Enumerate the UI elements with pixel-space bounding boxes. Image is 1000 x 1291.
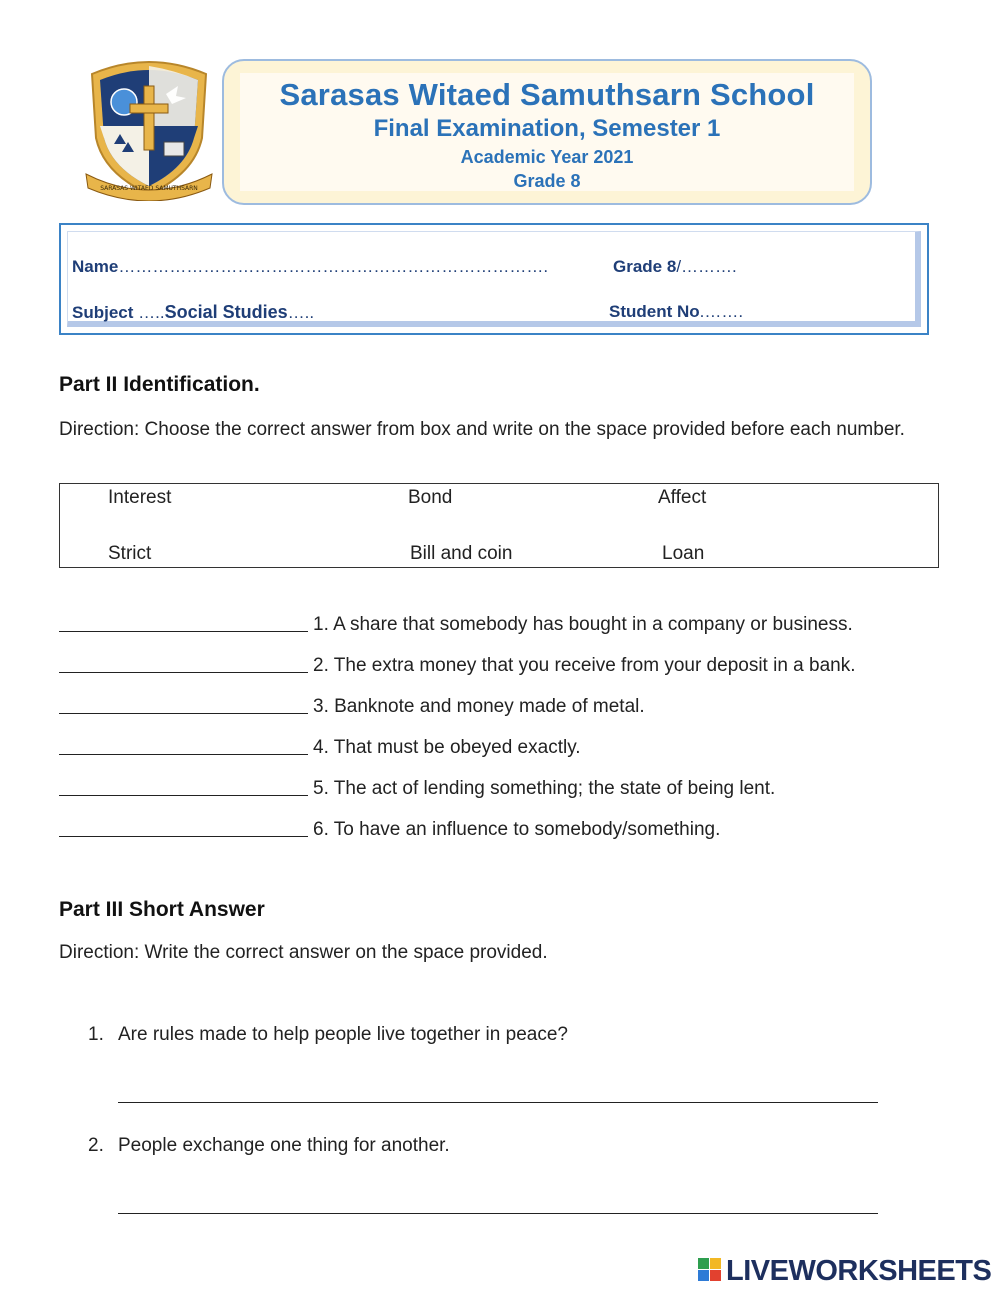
item-text: 5. The act of lending something; the state of being lent.	[313, 778, 776, 799]
answer-blank[interactable]	[59, 693, 308, 714]
grade-label: Grade 8	[513, 171, 581, 191]
answer-line[interactable]	[118, 1213, 878, 1214]
question-text: People exchange one thing for another.	[118, 1135, 450, 1156]
short-answer-question	[88, 1135, 450, 1157]
word-bank-item: Strict	[108, 543, 152, 564]
answer-blank[interactable]	[59, 734, 308, 755]
word-bank-item: Interest	[108, 487, 172, 508]
school-crest-icon	[84, 56, 214, 201]
subject-prefix: …..	[133, 303, 165, 322]
item-text: 3. Banknote and money made of metal.	[313, 696, 645, 717]
student-no-dots: .…….	[699, 302, 744, 321]
logo-square-icon	[710, 1258, 721, 1269]
item-text: 6. To have an influence to somebody/something.	[313, 819, 721, 840]
subject-value: Social Studies	[164, 302, 288, 322]
question-number: 1.	[88, 1024, 104, 1045]
part3-title: Part III Short Answer	[59, 898, 265, 921]
identification-item	[59, 611, 853, 636]
student-info-box	[59, 223, 929, 335]
word-bank-item: Bond	[408, 487, 453, 508]
logo-square-icon	[710, 1270, 721, 1281]
identification-item	[59, 734, 581, 759]
identification-item	[59, 816, 720, 841]
logo-square-icon	[698, 1270, 709, 1281]
liveworksheets-brand: LIVEWORKSHEETS	[726, 1255, 992, 1287]
identification-item	[59, 693, 645, 718]
name-dots: ………………………………………………………………….	[118, 257, 549, 276]
school-name: Sarasas Witaed Samuthsarn School	[279, 77, 815, 112]
logo-square-icon	[698, 1258, 709, 1269]
item-text: 1. A share that somebody has bought in a company or business.	[313, 614, 853, 635]
question-text: Are rules made to help people live together in peace?	[118, 1024, 568, 1045]
word-bank-item: Loan	[662, 543, 705, 564]
answer-line[interactable]	[118, 1102, 878, 1103]
name-label: Name	[72, 257, 119, 276]
item-text: 4. That must be obeyed exactly.	[313, 737, 581, 758]
answer-blank[interactable]	[59, 816, 308, 837]
grade-field[interactable]	[613, 257, 737, 277]
name-field[interactable]	[72, 257, 548, 277]
word-bank-box	[59, 483, 939, 568]
answer-blank[interactable]	[59, 611, 308, 632]
crest-ribbon-text: SARASAS WITAED SAMUTHSARN	[100, 185, 198, 192]
identification-item	[59, 652, 856, 677]
academic-year: Academic Year 2021	[460, 147, 634, 167]
answer-blank[interactable]	[59, 652, 308, 673]
grade-field-label: Grade 8	[613, 257, 677, 276]
part2-direction: Direction: Choose the correct answer from box and write on the space provided before each number.	[59, 419, 905, 440]
word-bank-item: Affect	[658, 487, 707, 508]
item-text: 2. The extra money that you receive from your deposit in a bank.	[313, 655, 856, 676]
student-no-field[interactable]	[609, 302, 743, 322]
subject-label: Subject	[72, 303, 134, 322]
grade-dots: /……….	[676, 257, 737, 276]
answer-blank[interactable]	[59, 775, 308, 796]
word-bank-item: Bill and coin	[410, 543, 513, 564]
identification-item	[59, 775, 775, 800]
exam-title: Final Examination, Semester 1	[373, 115, 721, 142]
short-answer-question	[88, 1024, 568, 1046]
subject-field	[72, 302, 314, 323]
part2-title: Part II Identification.	[59, 373, 260, 396]
student-no-label: Student No	[609, 302, 700, 321]
liveworksheets-logo	[698, 1256, 994, 1286]
subject-suffix: …..	[287, 303, 315, 322]
question-number: 2.	[88, 1135, 104, 1156]
part3-direction: Direction: Write the correct answer on the space provided.	[59, 942, 548, 963]
header-banner	[222, 59, 872, 205]
